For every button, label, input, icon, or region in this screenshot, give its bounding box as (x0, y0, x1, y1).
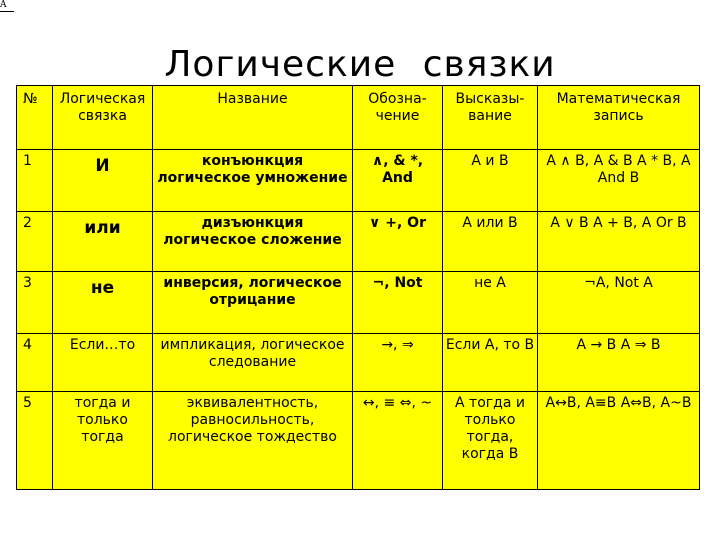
row-math: ¬А, Not А (538, 272, 700, 334)
header-number: № (17, 86, 53, 150)
row-connective: не (53, 272, 153, 334)
row-number: 3 (17, 272, 53, 334)
page-title: Логические связки (164, 44, 556, 85)
row-math: А ∧ В, А & В А * В, А And В (538, 150, 700, 212)
row-name: конъюнкция логическое умножение (153, 150, 353, 212)
row-notation: ¬, Not (353, 272, 443, 334)
row-statement: А или В (443, 212, 538, 272)
row-name: инверсия, логическое отрицание (153, 272, 353, 334)
row-name: эквивалентность, равносильность, логическое тождество (153, 392, 353, 490)
row-connective: тогда и только тогда (53, 392, 153, 490)
row-number: 1 (17, 150, 53, 212)
row-connective: И (53, 150, 153, 212)
row-statement: А тогда и только тогда, когда В (443, 392, 538, 490)
row-statement: А и В (443, 150, 538, 212)
table-row (17, 392, 700, 490)
row-statement: Если А, то В (443, 334, 538, 392)
row-number: 4 (17, 334, 53, 392)
header-connective: Логическая связка (53, 86, 153, 150)
header-name: Название (153, 86, 353, 150)
header-statement: Высказы-вание (443, 86, 538, 150)
row-notation: ∧, & *, And (353, 150, 443, 212)
corner-divider (0, 11, 14, 12)
row-statement: не А (443, 272, 538, 334)
row-connective: или (53, 212, 153, 272)
row-connective: Если…то (53, 334, 153, 392)
row-math: А → В А ⇒ В (538, 334, 700, 392)
row-number: 2 (17, 212, 53, 272)
row-name: дизъюнкция логическое сложение (153, 212, 353, 272)
row-math: А↔В, А≡В А⇔В, А~В (538, 392, 700, 490)
row-number: 5 (17, 392, 53, 490)
table-header-row (17, 86, 700, 150)
connectives-table (16, 85, 700, 490)
table-row (17, 272, 700, 334)
row-name: импликация, логическое следование (153, 334, 353, 392)
row-notation: ↔, ≡ ⇔, ~ (353, 392, 443, 490)
row-notation: ∨ +, Or (353, 212, 443, 272)
header-notation: Обозна-чение (353, 86, 443, 150)
table-row (17, 212, 700, 272)
header-math: Математическая запись (538, 86, 700, 150)
table-row (17, 334, 700, 392)
row-notation: →, ⇒ (353, 334, 443, 392)
row-math: А ∨ В А + В, А Or В (538, 212, 700, 272)
table-row (17, 150, 700, 212)
corner-mark: A (0, 0, 7, 10)
